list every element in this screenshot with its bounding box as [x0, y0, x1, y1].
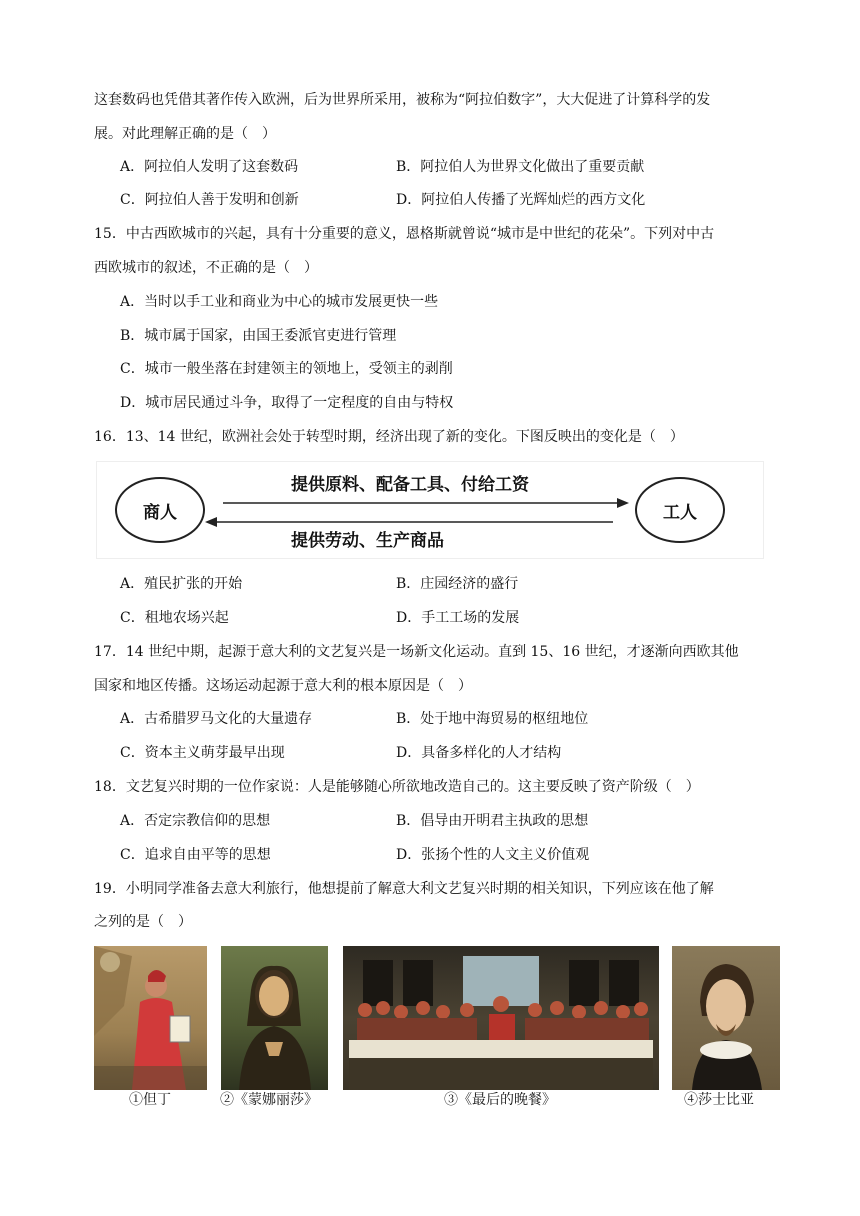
q16-option-a[interactable]: A．殖民扩张的开始 [120, 576, 243, 592]
question-15-text-line1: 15．中古西欧城市的兴起，具有十分重要的意义，恩格斯就曾说“城市是中世纪的花朵”。下列对中古 [94, 226, 715, 242]
last-supper-painting [343, 946, 659, 1090]
q17-option-b[interactable]: B．处于地中海贸易的枢纽地位 [396, 711, 589, 727]
question-18-text-line1: 18．文艺复兴时期的一位作家说：人是能够随心所欲地改造自己的。这主要反映了资产阶级（ ） [94, 779, 700, 795]
q14-option-c[interactable]: C．阿拉伯人善于发明和创新 [120, 192, 299, 208]
q14-option-a[interactable]: A．阿拉伯人发明了这套数码 [120, 159, 299, 175]
q14-option-b[interactable]: B．阿拉伯人为世界文化做出了重要贡献 [396, 159, 645, 175]
q17-option-d[interactable]: D．具备多样化的人才结构 [396, 745, 562, 761]
question-17-text-line1: 17．14 世纪中期，起源于意大利的文艺复兴是一场新文化运动。直到 15、16 世纪，才逐渐向西欧其他 [94, 644, 739, 660]
caption-dante: ①但丁 [129, 1092, 171, 1108]
question-16-text-line1: 16．13、14 世纪，欧洲社会处于转型时期，经济出现了新的变化。下图反映出的变化是（ ） [94, 429, 684, 445]
q16-option-d[interactable]: D．手工工场的发展 [396, 610, 520, 626]
q15-option-d[interactable]: D．城市居民通过斗争，取得了一定程度的自由与特权 [120, 395, 454, 411]
q15-option-c[interactable]: C．城市一般坐落在封建领主的领地上，受领主的剥削 [120, 361, 453, 377]
q18-option-b[interactable]: B．倡导由开明君主执政的思想 [396, 813, 589, 829]
diagram-arrows [97, 462, 763, 558]
worker-node: 工人 [635, 477, 725, 543]
q18-option-d[interactable]: D．张扬个性的人文主义价值观 [396, 847, 590, 863]
caption-mona-lisa: ②《蒙娜丽莎》 [220, 1092, 318, 1108]
q17-option-a[interactable]: A．古希腊罗马文化的大量遗存 [120, 711, 313, 727]
shakespeare-portrait [672, 946, 780, 1090]
arrow-right-head [617, 498, 629, 508]
dante-painting [94, 946, 207, 1090]
arrow-left-head [205, 517, 217, 527]
question-14-text-line2: 展。对此理解正确的是（ ） [94, 126, 276, 142]
question-14-text-line1: 这套数码也凭借其著作传入欧洲，后为世界所采用，被称为“阿拉伯数字”，大大促进了计算科学的发 [94, 92, 711, 108]
merchant-worker-diagram [96, 461, 764, 559]
mona-lisa-painting [221, 946, 328, 1090]
diagram-top-label: 提供原料、配备工具、付给工资 [291, 475, 529, 495]
q16-option-c[interactable]: C．租地农场兴起 [120, 610, 229, 626]
last-supper-illustration [343, 946, 659, 1090]
q18-option-a[interactable]: A．否定宗教信仰的思想 [120, 813, 271, 829]
diagram-bottom-label: 提供劳动、生产商品 [291, 531, 444, 551]
q18-option-c[interactable]: C．追求自由平等的思想 [120, 847, 271, 863]
merchant-node: 商人 [115, 477, 205, 543]
q15-option-a[interactable]: A．当时以手工业和商业为中心的城市发展更快一些 [120, 294, 439, 310]
caption-last-supper: ③《最后的晚餐》 [444, 1092, 556, 1108]
question-15-text-line2: 西欧城市的叙述，不正确的是（ ） [94, 260, 318, 276]
q17-option-c[interactable]: C．资本主义萌芽最早出现 [120, 745, 285, 761]
q16-option-b[interactable]: B．庄园经济的盛行 [396, 576, 519, 592]
mona-lisa-illustration [221, 946, 328, 1090]
caption-shakespeare: ④莎士比亚 [684, 1092, 754, 1108]
q14-option-d[interactable]: D．阿拉伯人传播了光辉灿烂的西方文化 [396, 192, 646, 208]
shakespeare-illustration [672, 946, 780, 1090]
dante-figure-illustration [94, 946, 207, 1090]
question-17-text-line2: 国家和地区传播。这场运动起源于意大利的根本原因是（ ） [94, 678, 472, 694]
q15-option-b[interactable]: B．城市属于国家，由国王委派官吏进行管理 [120, 328, 397, 344]
question-19-text-line2: 之列的是（ ） [94, 914, 192, 930]
question-19-text-line1: 19．小明同学准备去意大利旅行，他想提前了解意大利文艺复兴时期的相关知识，下列应该在他了解 [94, 881, 714, 897]
